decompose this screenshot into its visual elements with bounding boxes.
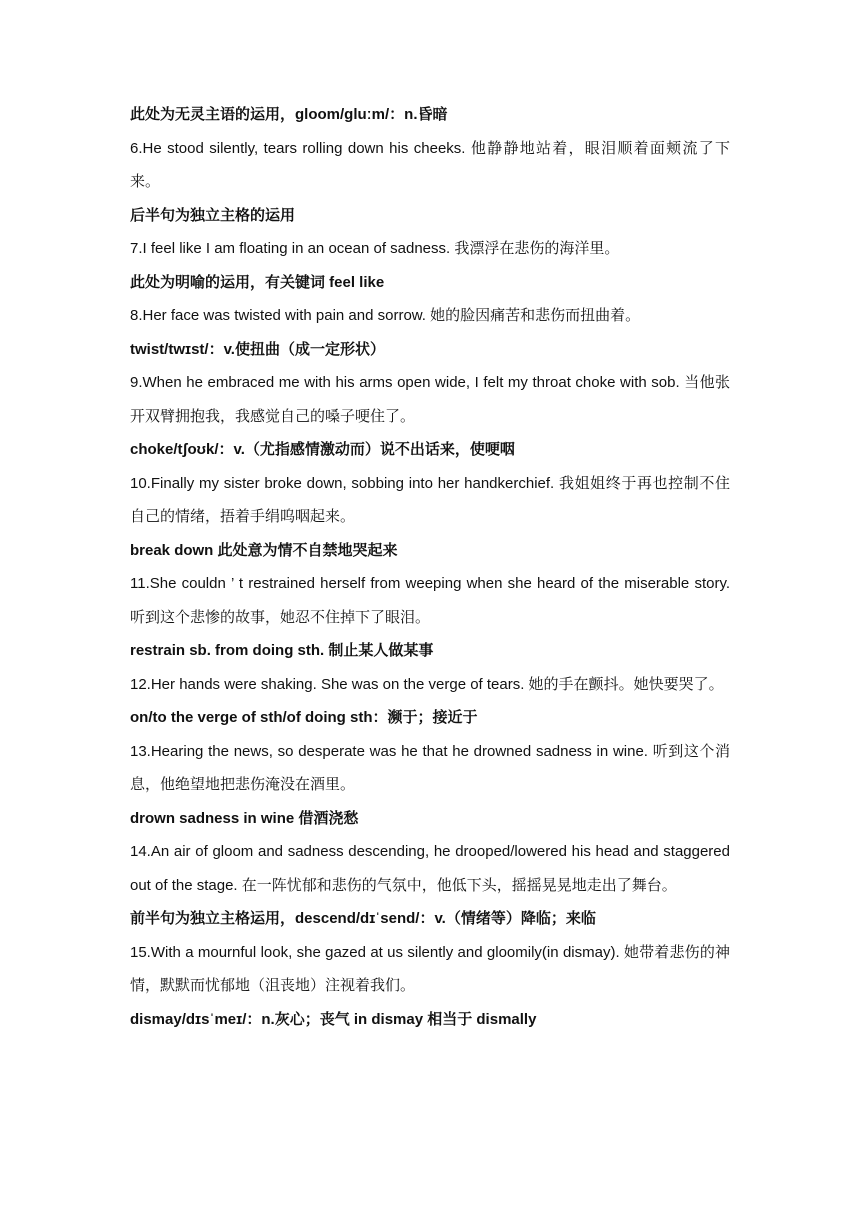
sentence-line: 13.Hearing the news, so desperate was he that he drowned sadness in wine. 听到这个消息，他绝望地把悲伤淹没在酒里。 [130,742,730,793]
note-line: restrain sb. from doing sth. 制止某人做某事 [130,642,434,659]
note-line: 后半句为独立主格的运用 [130,206,296,224]
sentence-line: 10.Finally my sister broke down, sobbing into her handkerchief. 我姐姐终于再也控制不住自己的情绪，捂着手绢呜咽起来。 [130,474,730,525]
sentence-line: 12.Her hands were shaking. She was on the verge of tears. 她的手在颤抖。她快要哭了。 [130,675,724,693]
sentence-line: 11.She couldn ’ t restrained herself from weeping when she heard of the miserable story. 听到这个悲惨的故事，她忍不住掉下了眼泪。 [130,575,730,626]
note-line: 前半句为独立主格运用，descend/dɪˈsend/：v.（情绪等）降临；来临 [130,910,596,927]
sentence-line: 9.When he embraced me with his arms open wide, I felt my throat choke with sob. 当他张开双臂拥抱我，我感觉自己的嗓子哽住了。 [130,374,730,425]
note-line: twist/twɪst/：v.使扭曲（成一定形状） [130,340,385,358]
sentence-line: 7.I feel like I am floating in an ocean of sadness. 我漂浮在悲伤的海洋里。 [130,240,620,257]
note-line: dismay/dɪsˈmeɪ/：n.灰心；丧气 in dismay 相当于 dismally [130,1010,537,1028]
sentence-line: 14.An air of gloom and sadness descending, he drooped/lowered his head and staggered out of the stage. 在一阵忧郁和悲伤的气氛中，他低下头，摇摇晃晃地走出了舞台。 [130,843,730,894]
note-line: break down 此处意为情不自禁地哭起来 [130,541,398,559]
sentence-line: 15.With a mournful look, she gazed at us silently and gloomily(in dismay). 她带着悲伤的神情，默默而忧郁地（沮丧地）注视着我们。 [130,943,730,994]
note-line: choke/tʃoʊk/：v.（尤指感情激动而）说不出话来，使哽咽 [130,441,515,458]
note-line: on/to the verge of sth/of doing sth：濒于；接近于 [130,709,478,726]
sentence-line: 8.Her face was twisted with pain and sorrow. 她的脸因痛苦和悲伤而扭曲着。 [130,307,641,324]
note-line: 此处为无灵主语的运用，gloom/gluːm/：n.昏暗 [130,106,448,123]
document-page [130,98,730,1036]
note-line: drown sadness in wine 借酒浇愁 [130,809,359,827]
note-line: 此处为明喻的运用，有关键词 feel like [130,273,385,291]
sentence-line: 6.He stood silently, tears rolling down his cheeks. 他静静地站着，眼泪顺着面颊流了下来。 [130,139,730,190]
